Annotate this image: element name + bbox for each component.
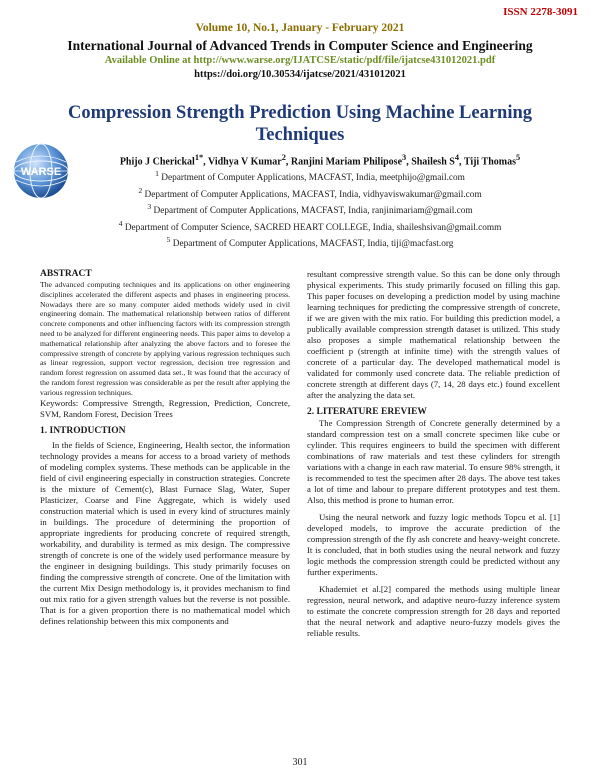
available-online-link[interactable]: Available Online at http://www.warse.org/IJATCSE/static/pdf/file/ijatcse431012021.pdf — [104, 55, 496, 66]
introduction-continued: resultant compressive strength value. So this can be done only through physical experiments. This study primarily focused on filling this gap. This paper focuses on developing a prediction model by using machine learning techniques for predicting the compressive strength of concrete, if we are given with the mix ratio. For building this prediction model, a publically available compression strength dataset is utilized. This study also proposes a simple mathematical relationship between the coefficient p (strength at infinite time) with the strength values of concrete of a particular day. The developed mathematical model is validated for commonly used concrete data. The reliable prediction of concrete strength at different days (7, 14, 28 days etc.) found excellent after the analyzing the data set. — [307, 269, 560, 400]
author: Vidhya V Kumar — [207, 156, 282, 168]
paper-title — [60, 102, 540, 146]
affiliation-text: Department of Computer Applications, MACFAST, India, tiji@macfast.org — [170, 239, 454, 250]
author-sup: 3 — [402, 153, 407, 162]
author-sup: 4 — [454, 153, 459, 162]
affiliation-sup: 2 — [138, 185, 143, 195]
author-sup: 2 — [281, 153, 286, 162]
affiliation — [40, 201, 580, 218]
affiliation-text: Department of Computer Science, SACRED HEART COLLEGE, India, shaileshsivan@gmail.comm — [122, 222, 502, 233]
literature-paragraph-1: The Compression Strength of Concrete generally determined by a standard compression test on a small concrete specimen like cube or cylinder. This requires engineers to build the specimen with different combinations of raw materials and test these cylinders for strength variations with a change in each raw material. To ensure 98% strength, it is recommended to test the specimen after 28 days. The above test takes a lot of time and labour to prepare different prototypes and test them. Also, this method is prone to human error. — [307, 418, 561, 505]
right-column — [307, 269, 560, 639]
abstract-heading: ABSTRACT — [40, 269, 92, 279]
affiliation — [40, 185, 580, 202]
volume-info: Volume 10, No.1, January - February 2021 — [195, 22, 405, 34]
abstract-text: The advanced computing techniques and its applications on other engineering disciplines accelerated the different aspects and phases in engineering process. Nowadays there are so many computer aided methods widely used in civil engineering domain. The mathematical relationship between ratios of different concrete components and other influencing factors with its compression strength need to be analyzed for different engineering needs. This paper aims to develop a mathematical relationship after analyzing the above factors and to foresee the compressive strength of concrete by applying various regression techniques such as linear regression, support vector regression, decision tree regression and random forest regression on assumed data set., It was found that the accuracy of the random forest regression was considerable as per the result after applying the various regression techniques. — [40, 280, 290, 397]
author-list: Phijo J Cherickal$^{1*}$, Vidhya V Kumar$^2$, Ranjini Mariam Philipose$^3$, Shailesh $S^4$, Tiji Thomas$^5$ — [119, 153, 521, 168]
affiliations — [40, 168, 580, 251]
affiliation-text: Department of Computer Applications, MACFAST, India, meetphijo@gmail.com — [158, 173, 465, 184]
page-number: 301 — [292, 757, 308, 768]
author-sup: 5 — [515, 153, 521, 162]
affiliation-sup: 5 — [166, 235, 171, 245]
affiliation — [40, 168, 580, 185]
author: Tiji Thomas — [463, 156, 516, 168]
paper-title-line2: Techniques — [255, 125, 345, 145]
doi-link[interactable]: https://doi.org/10.30534/ijatcse/2021/431012021 — [194, 69, 406, 80]
left-column — [40, 269, 290, 627]
affiliation — [40, 218, 580, 235]
journal-title: International Journal of Advanced Trends in Computer Science and Engineering — [67, 38, 533, 53]
affiliation-sup: 1 — [155, 169, 159, 178]
affiliation — [40, 234, 580, 251]
author: Shailesh S — [411, 156, 455, 168]
issn: ISSN 2278-3091 — [503, 6, 578, 18]
keywords: Keywords: Compressive Strength, Regression, Prediction, Concrete, SVM, Random Forest, Decision Trees — [40, 397, 290, 419]
paper-title-line1: Compression Strength Prediction Using Machine Learning — [67, 103, 533, 123]
affiliation-text: Department of Computer Applications, MACFAST, India, ranjinimariam@gmail.com — [151, 206, 473, 217]
literature-paragraph-3: Khademiet et al.[2] compared the methods using multiple linear regression, neural network, and adaptive neuro-fuzzy inference system to estimate the concrete compression strength for 28 days and reported that the neural network and adaptive neuro-fuzzy models gives the reliable results. — [307, 584, 560, 638]
affiliation-text: Department of Computer Applications, MACFAST, India, vidhyaviswakumar@gmail.com — [142, 189, 482, 200]
affiliation-sup: 4 — [118, 218, 123, 228]
literature-paragraph-2: Using the neural network and fuzzy logic methods Topcu et al. [1] developed models, to improve the accurate prediction of the compression strength of the fly ash concrete and heavy-weight concrete. It is concluded, that in both studies using the neural network and fuzzy logic methods the compression strength could be predicted without any further experiments. — [307, 512, 560, 577]
author: Ranjini Mariam Philipose — [290, 156, 403, 168]
literature-heading: 2. LITERATURE EREVIEW — [307, 407, 427, 417]
affiliation-sup: 3 — [147, 202, 152, 212]
author: Phijo J Cherickal — [119, 156, 195, 168]
introduction-text: In the fields of Science, Engineering, Health sector, the information technology provides a means for access to a broad variety of methods of modeling complex systems. These methods can be applicable in the field of civil engineering especially in construction strategies. Concrete is the mixture of Cement(c), Blast Furnace Slag, Water, Super Plasticizer, Coarse and Fine Aggregate, which is widely used construction material which is used in every kind of structures mainly in buildings. The procedure of determining the proportion of appropriate ingredients for producing concrete of required strength, workability, and durability is termed as mix design. The compressive strength of concrete is one of the widely used performance measure by the engineer in designing buildings. This study primarily focuses on finding the compressive strength of concrete. One of the limitation with the current Mix Design methodology is, it provides mechanism to find out mix ratio for a given strength values but the reverse is not possible. That is for a given proportion there is no mathematical model which defines relationship between this mix components and — [40, 439, 290, 626]
logo-text: WARSE — [20, 166, 62, 178]
introduction-heading: 1. INTRODUCTION — [40, 425, 126, 436]
author-sup: 1* — [194, 153, 204, 162]
